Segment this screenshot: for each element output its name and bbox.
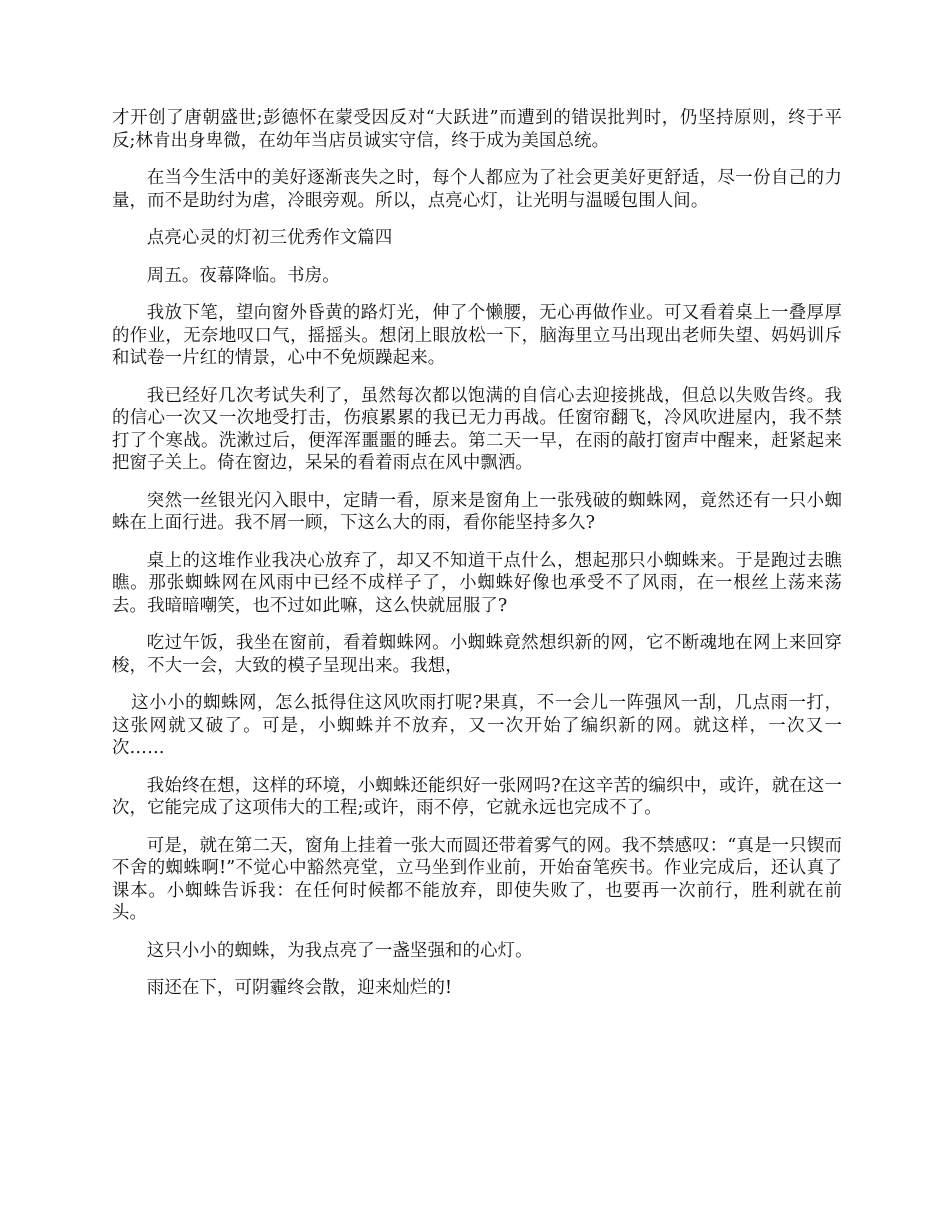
section-heading: 点亮心灵的灯初三优秀作文篇四 — [146, 228, 393, 248]
paragraph: 桌上的这堆作业我决心放弃了，却又不知道干点什么，想起那只小蜘蛛来。于是跑过去瞧瞧。那张蜘蛛网在风雨中已经不成样子了，小蜘蛛好像也承受不了风雨，在一根丝上荡来荡去。我暗暗嘲笑，也不过如此嘛，这么快就屈服了? — [112, 550, 842, 616]
paragraph: 我放下笔，望向窗外昏黄的路灯光，伸了个懒腰，无心再做作业。可又看着桌上一叠厚厚的作业，无奈地叹口气，摇摇头。想闭上眼放松一下，脑海里立马出现出老师失望、妈妈训斥和试卷一片红的情景，心中不免烦躁起来。 — [112, 303, 842, 368]
paragraph: 在当今生活中的美好逐渐丧失之时，每个人都应为了社会更美好更舒适，尽一份自己的力量，而不是助纣为虐，冷眼旁观。所以，点亮心灯，让光明与温暖包围人间。 — [112, 168, 842, 211]
paragraph: 突然一丝银光闪入眼中，定睛一看，原来是窗角上一张残破的蜘蛛网，竟然还有一只小蜘蛛在上面行进。我不屑一顾，下这么大的雨，看你能坚持多久? — [112, 490, 842, 533]
paragraph: 吃过午饭，我坐在窗前，看着蜘蛛网。小蜘蛛竟然想织新的网，它不断魂地在网上来回穿梭，不大一会，大致的模子呈现出来。我想， — [112, 633, 842, 676]
paragraph-continuation: 才开创了唐朝盛世;彭德怀在蒙受因反对“大跃进”而遭到的错误批判时，仍坚持原则，终于平反;林肯出身卑微，在幼年当店员诚实守信，终于成为美国总统。 — [112, 108, 842, 151]
paragraph: 雨还在下，可阴霾终会散，迎来灿烂的! — [146, 978, 453, 998]
document-body — [112, 107, 842, 1015]
paragraph: 我已经好几次考试失利了，虽然每次都以饱满的自信心去迎接挑战，但总以失败告终。我的信心一次又一次地受打击，伤痕累累的我已无力再战。任窗帘翻飞，冷风吹进屋内，我不禁打了个寒战。洗漱过后，便浑浑噩噩的睡去。第二天一早，在雨的敲打窗声中醒来，赶紧起来把窗子关上。倚在窗边，呆呆的看着雨点在风中飘洒。 — [112, 385, 842, 473]
paragraph: 可是，就在第二天，窗角上挂着一张大而圆还带着雾气的网。我不禁感叹：“真是一只锲而不舍的蜘蛛啊!”不觉心中豁然亮堂，立马坐到作业前，开始奋笔疾书。作业完成后，还认真了课本。小蜘蛛告诉我：在任何时候都不能放弃，即使失败了，也要再一次前行，胜利就在前头。 — [112, 835, 842, 923]
paragraph: 我始终在想，这样的环境，小蜘蛛还能织好一张网吗?在这辛苦的编织中，或许，就在这一次，它能完成了这项伟大的工程;或许，雨不停，它就永远也完成不了。 — [112, 775, 842, 818]
paragraph: 这只小小的蜘蛛，为我点亮了一盏坚强和的心灯。 — [146, 940, 533, 961]
paragraph: 这小小的蜘蛛网，怎么抵得住这风吹雨打呢?果真，不一会儿一阵强风一刮，几点雨一打，这张网就又破了。可是，小蜘蛛并不放弃，又一次开始了编织新的网。就这样，一次又一次…… — [112, 693, 842, 758]
paragraph: 周五。夜幕降临。书房。 — [146, 265, 340, 286]
